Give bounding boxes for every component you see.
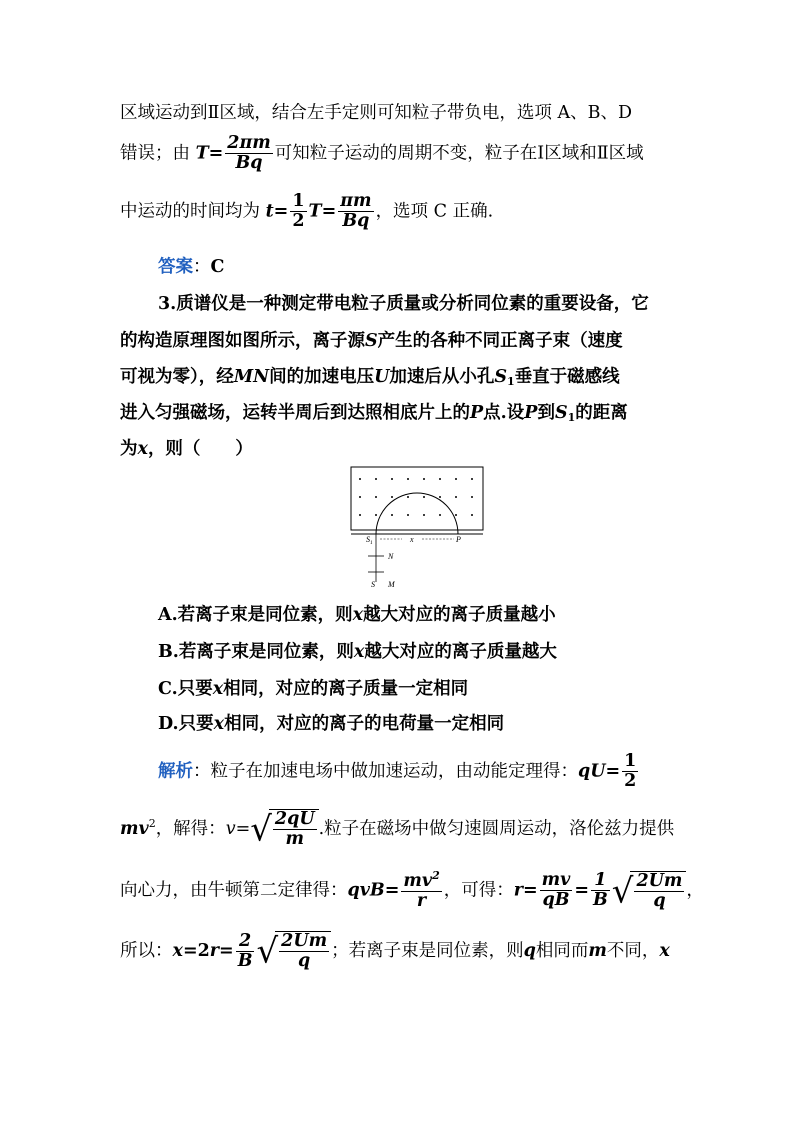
question-text: 加速后从小孔 (389, 367, 495, 387)
math-var-T: T (308, 201, 322, 222)
analysis-text: ：粒子在加速电场中做加速运动，由动能定理得： (193, 761, 578, 782)
math-equals: = (321, 201, 337, 222)
analysis-text: ，解得： (155, 818, 226, 839)
math-sqrt (250, 809, 318, 850)
math-equals: = (605, 761, 621, 782)
option-text: D.只要 (158, 714, 214, 734)
option-text: C.只要 (158, 679, 213, 699)
field-dot (375, 496, 377, 498)
question-text: 可视为零），经 (120, 367, 234, 387)
math-var-m: m (588, 940, 607, 961)
math-var-P: P (470, 403, 484, 423)
paragraph-text: 错误；由 (120, 143, 190, 164)
math-equals: = (219, 940, 234, 961)
math-var-x: x (212, 679, 224, 699)
math-var-T: T (195, 143, 209, 164)
fraction-denominator: m (285, 829, 305, 850)
fraction-numerator: 1 (624, 751, 637, 771)
analysis-text: ， (686, 880, 704, 901)
math-equals: = (522, 880, 538, 901)
field-dot (359, 514, 361, 516)
fraction-numerator: 2Um (281, 931, 328, 951)
math-var-q: q (523, 940, 536, 961)
math-equals: = (574, 880, 589, 901)
field-dot (471, 496, 473, 498)
fraction-denominator: B (592, 890, 608, 911)
subscript: 1 (567, 411, 576, 424)
option-A (158, 601, 794, 626)
field-dots (359, 478, 473, 516)
field-dot (455, 478, 457, 480)
fraction-numerator: $mv^2$ (403, 869, 440, 891)
math-fraction (634, 872, 684, 912)
fraction-denominator: Bq (235, 153, 263, 174)
field-dot (407, 478, 409, 480)
field-dot (471, 478, 473, 480)
math-var-x: x (353, 642, 365, 662)
fraction-denominator: r (416, 891, 427, 912)
field-dot (391, 514, 393, 516)
math-fraction (225, 134, 273, 174)
math-var-U: U (374, 367, 390, 387)
field-dot (359, 496, 361, 498)
question-line-4 (120, 399, 794, 424)
option-text: A.若离子束是同位素，则 (158, 605, 353, 625)
field-dot (407, 514, 409, 516)
field-dot (439, 478, 441, 480)
math-equals: = (273, 201, 289, 222)
math-var-x: x (172, 940, 183, 961)
fraction-denominator: qB (542, 890, 570, 911)
fraction-denominator: 2 (292, 211, 305, 232)
paragraph-text: 中运动的时间均为 (120, 201, 260, 222)
text-line-1 (120, 99, 794, 124)
math-fraction (279, 932, 329, 972)
math-sqrt (256, 931, 331, 972)
fraction-numerator: 2qU (274, 809, 315, 829)
answer-value: C (210, 257, 225, 277)
fraction-numerator: 2Um (636, 870, 683, 891)
paragraph-text: 可知粒子运动的周期不变，粒子在Ⅰ区域和Ⅱ区域 (274, 143, 644, 164)
math-var-v: v (225, 818, 236, 839)
math-var-r: r (209, 940, 220, 961)
math-var-S: S (365, 331, 378, 351)
label-S: S (371, 580, 375, 589)
sqrt-sign: √ (611, 870, 634, 911)
fraction-numerator: πm (340, 191, 372, 211)
analysis-text: 相同而 (535, 940, 589, 961)
analysis-text: 不同， (606, 940, 660, 961)
answer-line (158, 253, 794, 278)
question-text: 点.设 (483, 403, 525, 423)
label-N: N (388, 552, 394, 561)
question-text: 进入匀强磁场，运转半周后到达照相底片上的 (120, 403, 470, 423)
subscript: 1 (507, 375, 515, 388)
question-text: 的距离 (575, 403, 628, 423)
fraction-numerator: 1 (591, 871, 610, 891)
math-var-t: t (265, 201, 274, 222)
field-dot (375, 514, 377, 516)
question-text: ，则（ ） (147, 439, 253, 459)
math-var-S1: S (554, 403, 568, 423)
math-var-x: x (213, 714, 225, 734)
question-line-3 (120, 363, 794, 388)
field-dot (439, 496, 441, 498)
field-dot (455, 514, 457, 516)
fraction-numerator: mv (541, 870, 571, 890)
analysis-line-1 (158, 752, 794, 792)
fraction-denominator: 2 (624, 771, 637, 792)
fraction-denominator: Bq (342, 211, 370, 232)
fraction-numerator: 2 (236, 932, 255, 952)
question-text: 到 (537, 403, 555, 423)
fraction-numerator: 1 (292, 191, 305, 211)
analysis-text: 向心力，由牛顿第二定律得： (120, 880, 348, 901)
mass-spectrometer-diagram (350, 466, 485, 592)
fraction-numerator: 2πm (227, 133, 271, 153)
math-fraction (622, 752, 638, 792)
field-dot (455, 496, 457, 498)
analysis-text: .粒子在磁场中做匀速圆周运动，洛伦兹力提供 (318, 818, 675, 839)
ion-trajectory (376, 493, 458, 534)
fraction-denominator: q (653, 890, 666, 911)
math-var-qU: qU (578, 761, 606, 782)
label-x: x (410, 535, 414, 544)
option-D (158, 710, 794, 735)
option-B (158, 638, 794, 663)
superscript: 2 (148, 816, 156, 830)
math-equals: = (384, 880, 400, 901)
fraction-denominator: q (298, 951, 311, 972)
field-dot (471, 514, 473, 516)
answer-colon: ： (193, 257, 211, 277)
math-var-x: x (352, 605, 364, 625)
analysis-text: ；若离子束是同位素，则 (331, 940, 524, 961)
question-line-5 (120, 435, 794, 460)
field-dot (407, 496, 409, 498)
question-text: 的构造原理图如图所示，离子源 (120, 331, 365, 351)
math-sqrt (612, 871, 687, 912)
math-var-x: x (137, 439, 148, 459)
option-text: 越大对应的离子质量越小 (363, 605, 556, 625)
math-fraction (401, 870, 441, 912)
math-var-r: r (513, 880, 523, 901)
question-text: 为 (120, 439, 138, 459)
field-dot (391, 496, 393, 498)
option-text: B.若离子束是同位素，则 (158, 642, 354, 662)
analysis-line-2 (120, 809, 794, 850)
paragraph-text: 区域运动到Ⅱ区域，结合左手定则可知粒子带负电，选项 A、B、D (120, 103, 632, 123)
question-text: 间的加速电压 (269, 367, 375, 387)
label-P: P (456, 535, 461, 544)
field-dot (423, 496, 425, 498)
sqrt-sign: √ (250, 809, 272, 850)
paragraph-text: ，选项 C 正确. (375, 201, 494, 222)
field-dot (423, 478, 425, 480)
analysis-label: 解析 (158, 761, 193, 782)
fraction-denominator: B (237, 950, 253, 971)
label-M: M (388, 580, 395, 589)
math-var-P: P (524, 403, 538, 423)
math-var-x: x (659, 940, 670, 961)
math-fraction (540, 871, 573, 911)
math-fraction (290, 192, 306, 232)
analysis-line-3 (120, 870, 794, 912)
option-text: 越大对应的离子质量越大 (364, 642, 557, 662)
field-dot (439, 514, 441, 516)
math-equals: = (235, 818, 251, 839)
question-text: 产生的各种不同正离子束（速度 (377, 331, 623, 351)
question-text: 3.质谱仪是一种测定带电粒子质量或分析同位素的重要设备，它 (158, 294, 649, 314)
math-var-MN: MN (233, 367, 270, 387)
field-dot (391, 478, 393, 480)
question-line-1 (158, 290, 794, 315)
answer-label: 答案 (158, 257, 193, 277)
option-text: 相同，对应的离子质量一定相同 (223, 679, 469, 699)
field-dot (423, 514, 425, 516)
label-S1: $S_1$ (366, 535, 373, 546)
math-fraction (273, 810, 317, 850)
analysis-text: ，可得： (443, 880, 514, 901)
math-fraction (338, 192, 373, 232)
field-dot (375, 478, 377, 480)
math-fraction (591, 871, 610, 911)
sqrt-sign: √ (256, 931, 279, 972)
math-var-qvB: qvB (347, 880, 385, 901)
text-line-2 (120, 134, 794, 174)
question-line-2 (120, 327, 794, 352)
question-text: 垂直于磁感线 (514, 367, 620, 387)
text-line-3 (120, 192, 794, 232)
math-var-mv: mv (120, 818, 149, 839)
math-equals: =2 (182, 940, 210, 961)
option-C (158, 675, 794, 700)
math-equals: = (208, 143, 224, 164)
math-var-S1: S (494, 367, 508, 387)
field-dot (359, 478, 361, 480)
math-fraction (236, 932, 255, 972)
analysis-text: 所以： (120, 940, 173, 961)
analysis-line-4 (120, 931, 794, 972)
option-text: 相同，对应的离子的电荷量一定相同 (224, 714, 505, 734)
magnetic-field-region (351, 467, 483, 530)
